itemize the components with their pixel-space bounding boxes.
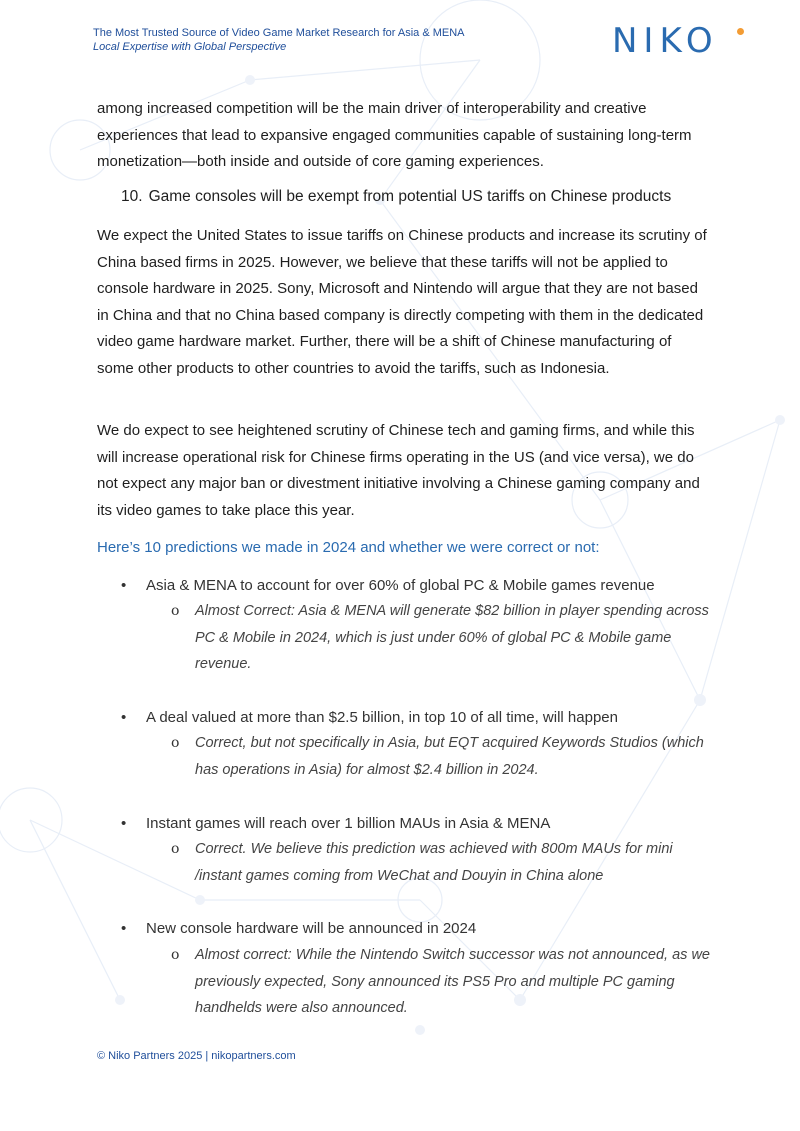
prediction-text: Instant games will reach over 1 billion MAUs in Asia & MENA xyxy=(146,815,551,832)
prediction-text: A deal valued at more than $2.5 billion, in top 10 of all time, will happen xyxy=(146,709,618,726)
header-subtagline: Local Expertise with Global Perspective xyxy=(93,41,287,53)
intro-paragraph: among increased competition will be the main driver of interoperability and creative experiences that lead to expansive engaged communities capable of sustaining long-term monetization—both inside and outside of core gaming experiences. xyxy=(97,100,692,170)
body-paragraph-2: We do expect to see heightened scrutiny of Chinese tech and gaming firms, and while this will increase operational risk for Chinese firms operating in the US (and vice versa), we do not expect any major ban or divestment initiative involving a Chinese gaming company and its video games to take place this year. xyxy=(97,422,700,519)
prediction-result-text: Almost Correct: Asia & MENA will generate $82 billion in player spending across PC & Mobile in 2024, which is just under 60% of global PC & Mobile game revenue. xyxy=(195,603,709,672)
header-tagline: The Most Trusted Source of Video Game Market Research for Asia & MENA xyxy=(93,27,465,39)
body-paragraph-1: We expect the United States to issue tariffs on Chinese products and increase its scrutiny of China based firms in 2025. However, we believe that these tariffs will not be applied to console hardware in 2025. Sony, Microsoft and Nintendo will argue that they are not based in China and that no China based company is directly competing with them in the dedicated video game hardware market. Further, there will be a shift of Chinese manufacturing of some other products to other countries to avoid the tariffs, such as Indonesia. xyxy=(97,227,707,377)
prediction-text: New console hardware will be announced in 2024 xyxy=(146,920,477,937)
bullet-icon: • xyxy=(121,709,127,726)
heading-number: 10. xyxy=(121,188,143,205)
prediction-result-text: Correct. We believe this prediction was achieved with 800m MAUs for mini /instant games coming from WeChat and Douyin in China alone xyxy=(195,841,673,884)
logo-wordmark: NIKO xyxy=(612,21,719,61)
bullet-icon: • xyxy=(121,920,127,937)
sub-bullet-icon: o xyxy=(171,603,180,619)
sub-bullet-icon: o xyxy=(171,735,180,751)
sub-bullet-icon: o xyxy=(171,947,180,963)
logo-dot-icon xyxy=(737,28,744,35)
prediction-result-text: Almost correct: While the Nintendo Switch successor was not announced, as we previously expected, Sony announced its PS5 Pro and multiple PC gaming handhelds were also announced. xyxy=(195,947,710,1016)
section-heading xyxy=(121,188,721,206)
sub-bullet-icon: o xyxy=(171,841,180,857)
prediction-text: Asia & MENA to account for over 60% of global PC & Mobile games revenue xyxy=(146,577,655,594)
prediction-result-text: Correct, but not specifically in Asia, but EQT acquired Keywords Studios (which has operations in Asia) for almost $2.4 billion in 2024. xyxy=(195,735,704,778)
bullet-icon: • xyxy=(121,577,127,594)
predictions-title: Here’s 10 predictions we made in 2024 and whether we were correct or not: xyxy=(97,539,600,556)
heading-text: Game consoles will be exempt from potential US tariffs on Chinese products xyxy=(148,188,672,205)
footer-link[interactable]: © Niko Partners 2025 | nikopartners.com xyxy=(97,1050,296,1062)
bullet-icon: • xyxy=(121,815,127,832)
